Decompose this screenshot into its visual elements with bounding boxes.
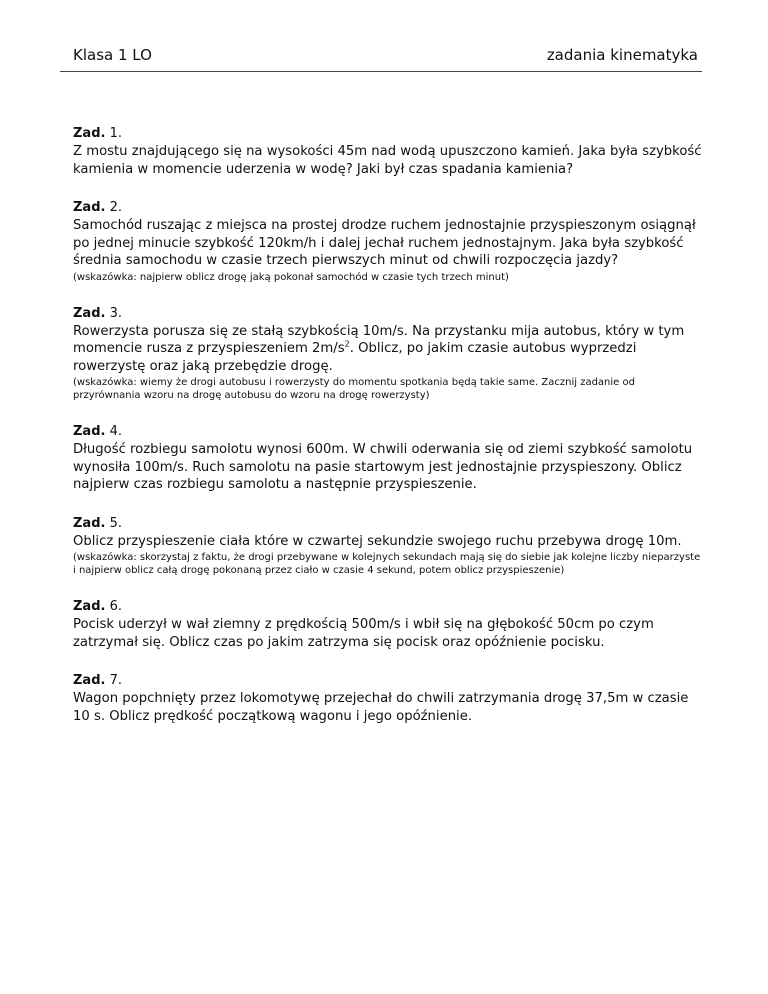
task-6	[73, 599, 702, 651]
task-text: Pocisk uderzył w wał ziemny z prędkością 500m/s i wbił się na głębokość 50cm po czym zatrzymał się. Oblicz czas po jakim zatrzyma się pocisk oraz opóźnienie pocisku.	[73, 617, 654, 650]
task-label: Zad. 2.	[73, 200, 122, 215]
task-1	[73, 126, 702, 178]
task-label: Zad. 1.	[73, 126, 122, 141]
task-text: Samochód ruszając z miejsca na prostej drodze ruchem jednostajnie przyspieszonym osiągnął po jednej minucie szybkość 120km/h i dalej jechał ruchem jednostajnym. Jaka była szybkość średnia samochodu w czasie trzech pierwszych minut od chwili rozpoczęcia jazdy?	[73, 218, 696, 268]
task-text: Oblicz przyspieszenie ciała które w czwartej sekundzie swojego ruchu przebywa drogę 10m.	[73, 533, 682, 549]
task-label: Zad. 6.	[73, 599, 122, 614]
task-hint: (wskazówka: najpierw oblicz drogę jaką pokonał samochód w czasie tych trzech minut)	[73, 271, 509, 283]
header-divider	[60, 71, 702, 72]
task-label: Zad. 7.	[73, 673, 122, 688]
task-hint: (wskazówka: wiemy że drogi autobusu i rowerzysty do momentu spotkania będą takie same. Zacznij zadanie od przyrównania wzoru na drogę autobusu do wzoru na drogę rowerzysty)	[73, 377, 635, 401]
task-text: Rowerzysta porusza się ze stałą szybkością 10m/s. Na przystanku mija autobus, który w tym momencie rusza z przyspieszeniem $2m/s^2$. Oblicz, po jakim czasie autobus wyprzedzi rowerzystę oraz jaką przebędzie drogę.	[73, 323, 685, 374]
task-hint: (wskazówka: skorzystaj z faktu, że drogi przebywane w kolejnych sekundach mają się do siebie jak kolejne liczby nieparzyste i najpierw oblicz całą drogę pokonaną przez ciało w czasie 4 sekund, potem oblicz przyspieszenie)	[73, 552, 701, 576]
task-label: Zad. 5.	[73, 515, 122, 531]
document-title: zadania kinematyka	[546, 46, 698, 64]
task-label: Zad. 3.	[73, 305, 122, 321]
task-text: Wagon popchnięty przez lokomotywę przejechał do chwili zatrzymania drogę 37,5m w czasie 10 s. Oblicz prędkość początkową wagonu i jego opóźnienie.	[73, 691, 689, 724]
task-label: Zad. 4.	[73, 424, 122, 439]
task-5	[73, 516, 702, 578]
task-text: Z mostu znajdującego się na wysokości 45m nad wodą upuszczono kamień. Jaka była szybkość kamienia w momencie uderzenia w wodę? Jaki był czas spadania kamienia?	[73, 144, 702, 177]
page-header	[73, 46, 698, 70]
task-7	[73, 673, 702, 725]
superscript: 2	[344, 339, 350, 349]
task-2	[73, 200, 702, 284]
task-3	[73, 306, 702, 403]
task-4	[73, 424, 702, 494]
class-label: Klasa 1 LO	[73, 46, 152, 64]
task-list	[73, 126, 702, 747]
task-text: Długość rozbiegu samolotu wynosi 600m. W chwili oderwania się od ziemi szybkość samolotu wynosiła 100m/s. Ruch samolotu na pasie startowym jest jednostajnie przyspieszony. Oblicz najpierw czas rozbiegu samolotu a następnie przyspieszenie.	[73, 442, 693, 492]
